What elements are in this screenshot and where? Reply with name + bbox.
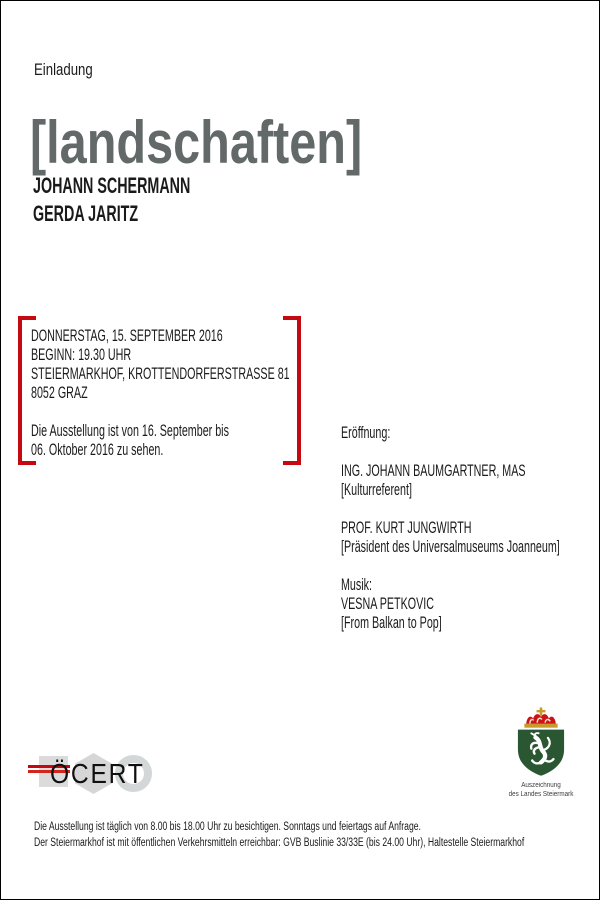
opening-label: Eröffnung: bbox=[341, 424, 391, 442]
duration-note-line: Die Ausstellung ist von 16. September bis bbox=[31, 422, 229, 440]
footer-visiting-hours: Die Ausstellung ist täglich von 8.00 bis 18.00 Uhr zu besichtigen. Sonntags und feiertags auf Anfrage. bbox=[34, 821, 421, 833]
oecert-logo bbox=[28, 751, 160, 797]
page-title: [landschaften] bbox=[30, 109, 363, 176]
styria-coat-of-arms-icon bbox=[510, 707, 572, 779]
event-venue-line: STEIERMARKHOF, KROTTENDORFERSTRASSE 81 bbox=[31, 365, 290, 383]
musician-role: [From Balkan to Pop] bbox=[341, 614, 442, 632]
event-city-line: 8052 GRAZ bbox=[31, 384, 88, 402]
artist-name: JOHANN SCHERMANN bbox=[33, 173, 191, 198]
kicker-label: Einladung bbox=[34, 61, 93, 79]
shield-shape bbox=[518, 730, 564, 776]
footer-info bbox=[34, 819, 524, 851]
styria-caption-line: des Landes Steiermark bbox=[508, 790, 574, 798]
program-column bbox=[341, 424, 560, 633]
event-time-line: BEGINN: 19.30 UHR bbox=[31, 346, 132, 364]
speaker-name: PROF. KURT JUNGWIRTH bbox=[341, 519, 472, 537]
styria-caption-line: Auszeichnung bbox=[521, 782, 561, 789]
spacer bbox=[341, 443, 560, 462]
event-details bbox=[31, 327, 290, 460]
event-date-line: DONNERSTAG, 15. SEPTEMBER 2016 bbox=[31, 327, 223, 345]
artist-name: GERDA JARITZ bbox=[33, 201, 139, 226]
music-label: Musik: bbox=[341, 576, 372, 594]
speaker-entry bbox=[341, 462, 560, 500]
styria-caption bbox=[501, 782, 582, 799]
duration-note-line: 06. Oktober 2016 zu sehen. bbox=[31, 441, 164, 459]
oecert-wordmark: ÖCERT bbox=[50, 758, 145, 789]
crown-icon bbox=[524, 714, 557, 728]
music-entry bbox=[341, 576, 560, 633]
spacer bbox=[341, 557, 560, 576]
artist-names bbox=[33, 172, 190, 228]
speaker-name: ING. JOHANN BAUMGARTNER, MAS bbox=[341, 462, 526, 480]
speaker-role: [Kulturreferent] bbox=[341, 481, 412, 499]
footer-transit-info: Der Steiermarkhof ist mit öffentlichen Verkehrsmitteln erreichbar: GVB Buslinie 33/33E (bis 24.00 Uhr), Haltestelle Steiermarkhof bbox=[34, 837, 525, 849]
musician-name: VESNA PETKOVIC bbox=[341, 595, 434, 613]
speaker-entry bbox=[341, 519, 560, 557]
exhibition-duration-note bbox=[31, 422, 290, 460]
spacer bbox=[341, 500, 560, 519]
speaker-role: [Präsident des Universalmuseums Joanneum] bbox=[341, 538, 560, 556]
